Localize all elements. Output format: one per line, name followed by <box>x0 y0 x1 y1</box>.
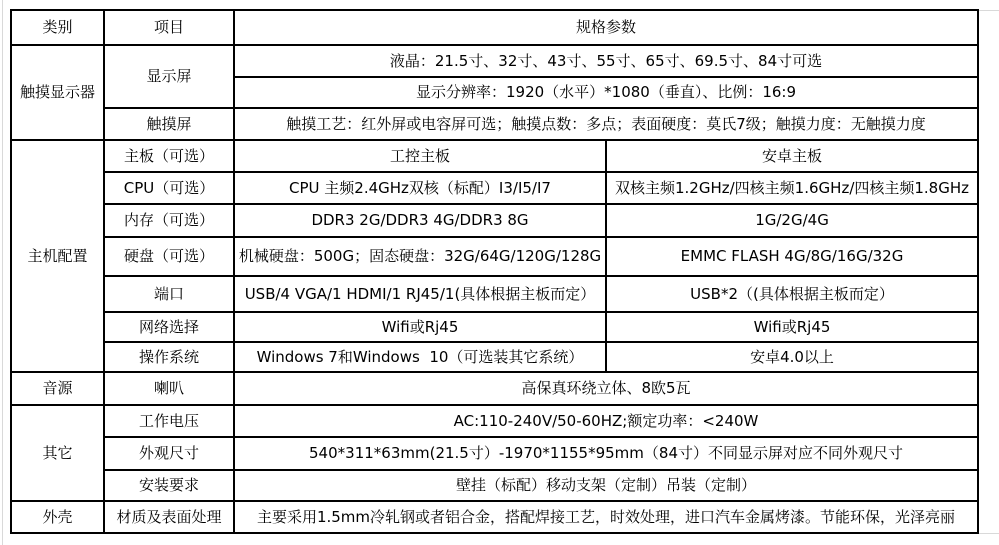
value-memory-android: 1G/2G/4G <box>606 204 978 237</box>
value-dimensions: 540*311*63mm(21.5寸）-1970*1155*95mm（84寸）不同显示屏对应不同外观尺寸 <box>234 437 978 470</box>
item-mainboard: 主板（可选） <box>104 140 234 172</box>
value-mainboard-pc: 工控主板 <box>234 140 606 172</box>
table-row <box>11 437 978 470</box>
category-touch-display: 触摸显示器 <box>11 45 104 140</box>
category-audio: 音源 <box>11 372 104 405</box>
value-memory-pc: DDR3 2G/DDR3 4G/DDR3 8G <box>234 204 606 237</box>
spreadsheet-gridline-top-right <box>977 10 999 11</box>
item-memory: 内存（可选） <box>104 204 234 237</box>
spreadsheet-gridline-left <box>2 0 3 545</box>
table-row <box>11 342 978 372</box>
spec-table <box>10 9 979 534</box>
table-row <box>11 312 978 342</box>
category-shell: 外壳 <box>11 501 104 533</box>
value-network-pc: Wifi或Rj45 <box>234 312 606 342</box>
item-dimensions: 外观尺寸 <box>104 437 234 470</box>
value-installation: 壁挂（标配）移动支架（定制）吊装（定制） <box>234 470 978 501</box>
item-network: 网络选择 <box>104 312 234 342</box>
value-display-resolution: 显示分辨率：1920（水平）*1080（垂直）、比例：16:9 <box>234 77 978 108</box>
table-row <box>11 108 978 140</box>
table-row-header <box>11 10 978 45</box>
value-speaker: 高保真环绕立体、8欧5瓦 <box>234 372 978 405</box>
value-display-sizes: 液晶：21.5寸、32寸、43寸、55寸、65寸、69.5寸、84寸可选 <box>234 45 978 77</box>
item-material: 材质及表面处理 <box>104 501 234 533</box>
value-material: 主要采用1.5mm冷轧钢或者铝合金，搭配焊接工艺，时效处理，进口汽车金属烤漆。节能环保，光泽亮丽 <box>234 501 978 533</box>
header-category: 类别 <box>11 10 104 45</box>
item-ports: 端口 <box>104 276 234 312</box>
value-network-android: Wifi或Rj45 <box>606 312 978 342</box>
value-mainboard-android: 安卓主板 <box>606 140 978 172</box>
table-row <box>11 237 978 276</box>
value-disk-pc: 机械硬盘：500G；固态硬盘：32G/64G/120G/128G <box>234 237 606 276</box>
category-host-config: 主机配置 <box>11 140 104 372</box>
table-row <box>11 140 978 172</box>
item-os: 操作系统 <box>104 342 234 372</box>
header-item: 项目 <box>104 10 234 45</box>
item-voltage: 工作电压 <box>104 405 234 437</box>
value-ports-pc: USB/4 VGA/1 HDMI/1 RJ45/1(具体根据主板而定） <box>234 276 606 312</box>
table-row <box>11 470 978 501</box>
item-touch-screen: 触摸屏 <box>104 108 234 140</box>
value-ports-android: USB*2（(具体根据主板而定） <box>606 276 978 312</box>
value-cpu-pc: CPU 主频2.4GHz双核（标配）I3/I5/I7 <box>234 172 606 204</box>
table-row <box>11 45 978 77</box>
item-installation: 安装要求 <box>104 470 234 501</box>
item-disk: 硬盘（可选） <box>104 237 234 276</box>
table-row <box>11 204 978 237</box>
value-cpu-android: 双核主频1.2GHz/四核主频1.6GHz/四核主频1.8GHz <box>606 172 978 204</box>
value-os-pc: Windows 7和Windows 10（可选装其它系统） <box>234 342 606 372</box>
value-voltage: AC:110-240V/50-60HZ;额定功率：<240W <box>234 405 978 437</box>
category-other: 其它 <box>11 405 104 501</box>
item-cpu: CPU（可选） <box>104 172 234 204</box>
spreadsheet-gridline-bottom-right <box>977 533 999 534</box>
header-spec: 规格参数 <box>234 10 978 45</box>
table-row <box>11 501 978 533</box>
value-os-android: 安卓4.0以上 <box>606 342 978 372</box>
item-speaker: 喇叭 <box>104 372 234 405</box>
table-row <box>11 405 978 437</box>
value-touch-screen: 触摸工艺：红外屏或电容屏可选；触摸点数：多点；表面硬度：莫氏7级；触摸力度：无触摸力度 <box>234 108 978 140</box>
table-row <box>11 372 978 405</box>
item-display-screen: 显示屏 <box>104 45 234 108</box>
table-row <box>11 276 978 312</box>
value-disk-android: EMMC FLASH 4G/8G/16G/32G <box>606 237 978 276</box>
table-row <box>11 172 978 204</box>
